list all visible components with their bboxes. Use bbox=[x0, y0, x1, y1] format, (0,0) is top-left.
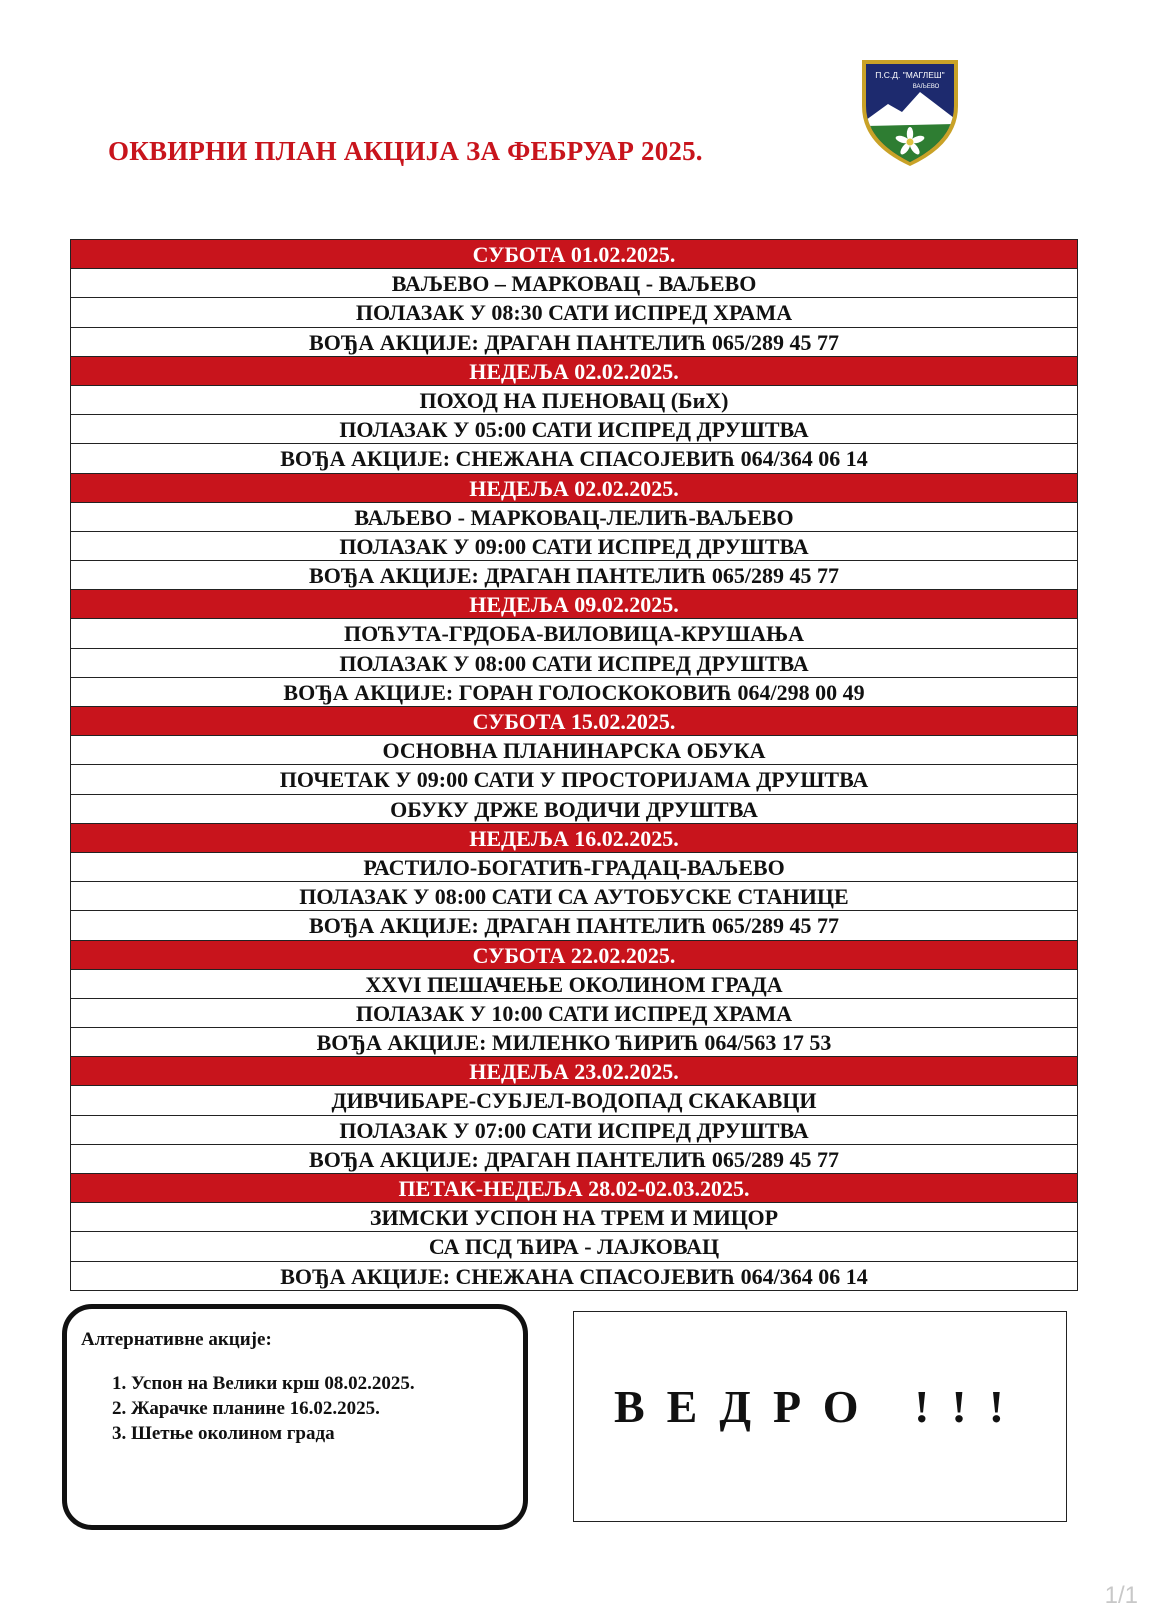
event-route-row: ОСНОВНА ПЛАНИНАРСКА ОБУКА bbox=[71, 736, 1077, 765]
schedule-table bbox=[70, 239, 1078, 1291]
alternatives-list bbox=[81, 1371, 509, 1446]
event-route-row: XXVI ПЕШАЧЕЊЕ ОКОЛИНОМ ГРАДА bbox=[71, 970, 1077, 999]
alternative-item: 1. Успон на Велики крш 08.02.2025. bbox=[131, 1371, 509, 1396]
event-route-row: ПОХОД НА ПЈЕНОВАЦ (БиХ) bbox=[71, 386, 1077, 415]
event-date-row: СУБОТА 15.02.2025. bbox=[71, 707, 1077, 736]
event-departure-row: ПОЛАЗАК У 09:00 САТИ ИСПРЕД ДРУШТВА bbox=[71, 532, 1077, 561]
event-date-row: СУБОТА 01.02.2025. bbox=[71, 240, 1077, 269]
event-departure-row: ПОЛАЗАК У 08:00 САТИ СА АУТОБУСКЕ СТАНИЦЕ bbox=[71, 882, 1077, 911]
logo-club-name: П.С.Д. "МАГЛЕШ" bbox=[875, 70, 945, 80]
event-route-row: ВАЉЕВО - МАРКОВАЦ-ЛЕЛИЋ-ВАЉЕВО bbox=[71, 503, 1077, 532]
event-route-row: ВАЉЕВО – МАРКОВАЦ - ВАЉЕВО bbox=[71, 269, 1077, 298]
event-leader-row: ВОЂА АКЦИЈЕ: ГОРАН ГОЛОСКОКОВИЋ 064/298 00 49 bbox=[71, 678, 1077, 707]
event-leader-row: ВОЂА АКЦИЈЕ: МИЛЕНКО ЋИРИЋ 064/563 17 53 bbox=[71, 1028, 1077, 1057]
event-date-row: СУБОТА 22.02.2025. bbox=[71, 941, 1077, 970]
event-date-row: НЕДЕЉА 16.02.2025. bbox=[71, 824, 1077, 853]
event-departure-row: ПОЛАЗАК У 10:00 САТИ ИСПРЕД ХРАМА bbox=[71, 999, 1077, 1028]
event-date-row: НЕДЕЉА 02.02.2025. bbox=[71, 357, 1077, 386]
event-departure-row: ПОЛАЗАК У 07:00 САТИ ИСПРЕД ДРУШТВА bbox=[71, 1116, 1077, 1145]
event-leader-row: ВОЂА АКЦИЈЕ: СНЕЖАНА СПАСОЈЕВИЋ 064/364 06 14 bbox=[71, 444, 1077, 473]
weather-box bbox=[573, 1311, 1067, 1522]
weather-text: ВЕДРО !!! bbox=[613, 1381, 1027, 1432]
event-date-row: НЕДЕЉА 23.02.2025. bbox=[71, 1057, 1077, 1086]
alternative-item: 3. Шетње околином града bbox=[131, 1421, 509, 1446]
event-departure-row: ПОЛАЗАК У 05:00 САТИ ИСПРЕД ДРУШТВА bbox=[71, 415, 1077, 444]
event-route-row: ЗИМСКИ УСПОН НА ТРЕМ И МИЦОР bbox=[71, 1203, 1077, 1232]
event-route-row: ДИВЧИБАРЕ-СУБЈЕЛ-ВОДОПАД СКАКАВЦИ bbox=[71, 1086, 1077, 1115]
event-leader-row: ВОЂА АКЦИЈЕ: СНЕЖАНА СПАСОЈЕВИЋ 064/364 06 14 bbox=[71, 1262, 1077, 1291]
alternatives-box bbox=[62, 1304, 528, 1530]
alternatives-title: Алтернативне акције: bbox=[81, 1329, 272, 1350]
event-route-row: ПОЋУТА-ГРДОБА-ВИЛОВИЦА-КРУШАЊА bbox=[71, 619, 1077, 648]
event-date-row: НЕДЕЉА 09.02.2025. bbox=[71, 590, 1077, 619]
event-route-row: РАСТИЛО-БОГАТИЋ-ГРАДАЦ-ВАЉЕВО bbox=[71, 853, 1077, 882]
page-counter: 1/1 bbox=[1104, 1582, 1138, 1609]
event-leader-row: ВОЂА АКЦИЈЕ: ДРАГАН ПАНТЕЛИЋ 065/289 45 77 bbox=[71, 561, 1077, 590]
event-leader-row: ОБУКУ ДРЖЕ ВОДИЧИ ДРУШТВА bbox=[71, 795, 1077, 824]
event-date-row: НЕДЕЉА 02.02.2025. bbox=[71, 474, 1077, 503]
logo-city: ВАЉЕВО bbox=[912, 84, 940, 90]
event-departure-row: СА ПСД ЋИРА - ЛАЈКОВАЦ bbox=[71, 1232, 1077, 1261]
event-departure-row: ПОЛАЗАК У 08:30 САТИ ИСПРЕД ХРАМА bbox=[71, 298, 1077, 327]
page-title: ОКВИРНИ ПЛАН АКЦИЈА ЗА ФЕБРУАР 2025. bbox=[108, 136, 703, 166]
event-date-row: ПЕТАК-НЕДЕЉА 28.02-02.03.2025. bbox=[71, 1174, 1077, 1203]
event-leader-row: ВОЂА АКЦИЈЕ: ДРАГАН ПАНТЕЛИЋ 065/289 45 77 bbox=[71, 911, 1077, 940]
event-leader-row: ВОЂА АКЦИЈЕ: ДРАГАН ПАНТЕЛИЋ 065/289 45 77 bbox=[71, 1145, 1077, 1174]
club-logo bbox=[858, 58, 962, 166]
event-departure-row: ПОЧЕТАК У 09:00 САТИ У ПРОСТОРИЈАМА ДРУШТВА bbox=[71, 765, 1077, 794]
event-leader-row: ВОЂА АКЦИЈЕ: ДРАГАН ПАНТЕЛИЋ 065/289 45 77 bbox=[71, 328, 1077, 357]
alternative-item: 2. Жарачке планине 16.02.2025. bbox=[131, 1396, 509, 1421]
event-departure-row: ПОЛАЗАК У 08:00 САТИ ИСПРЕД ДРУШТВА bbox=[71, 649, 1077, 678]
